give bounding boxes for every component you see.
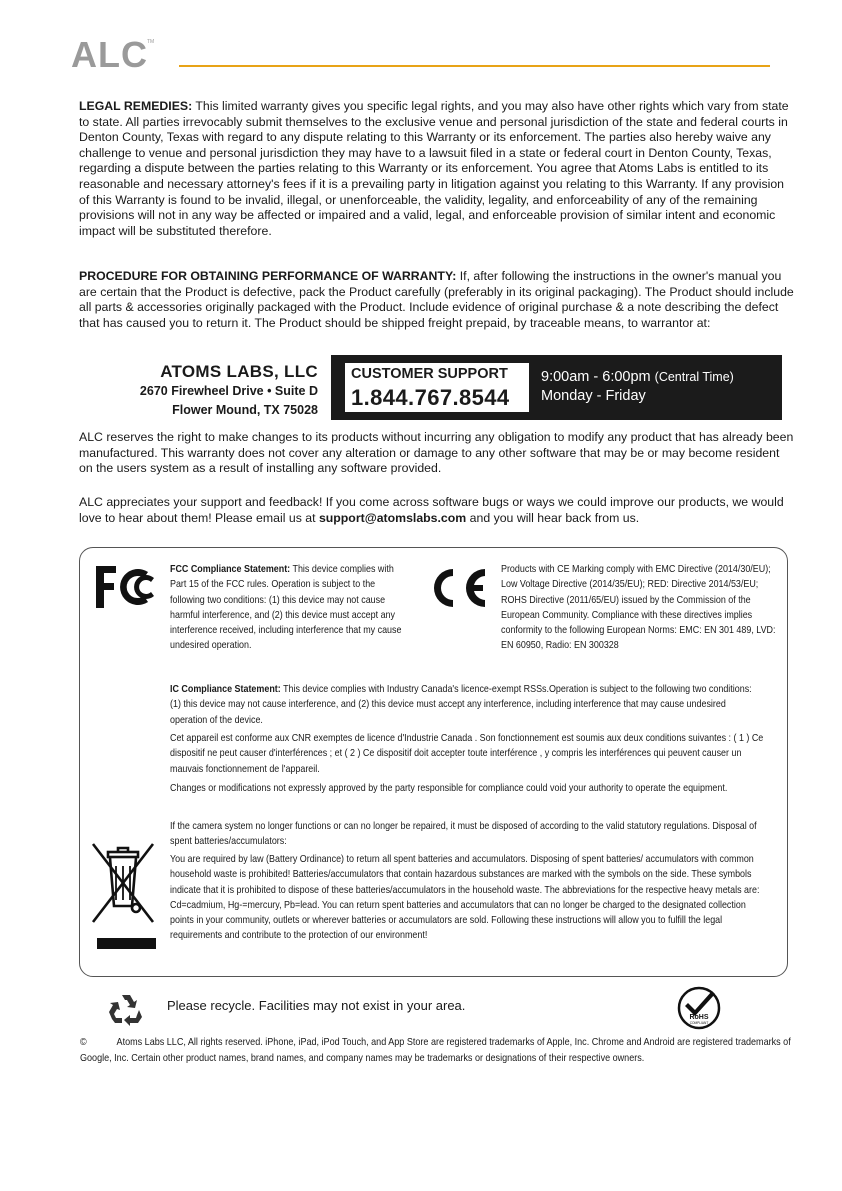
copyright-symbol: © [80, 1037, 87, 1048]
fcc-statement [170, 562, 402, 654]
reserves-paragraph: ALC reserves the right to make changes to its products without incurring any obligation to modify any product that has already been manufactured. This warranty does not cover any alteration or damage to any other software that may be or may become resident on the users system as a result of installing any software provided. [79, 430, 794, 476]
alc-logo-text: ALC [71, 36, 148, 72]
feedback-tail: and you will hear back from us. [469, 510, 640, 525]
french-statement [170, 731, 763, 777]
ic-statement [170, 682, 763, 728]
procedure-paragraph [79, 269, 795, 331]
support-phone[interactable]: 1.844.767.8544 [351, 385, 510, 410]
support-hours-time: 9:00am - 6:00pm [541, 369, 651, 385]
french-body: Cet appareil est conforme aux CNR exemptes de licence d'Industrie Canada . Son fonctionnement est soumis aux deux conditions suivantes : ( 1 ) Ce dispositif ne peut causer d'interférences ; et ( 2 ) Ce dispositif doit accepter toute interférence , y compris les interférences qui peuvent causer un mauvais fonctionnement de l'appareil. [170, 733, 764, 775]
changes-body: Changes or modifications not expressly approved by the party responsible for compliance could void your authority to operate the equipment. [170, 783, 728, 794]
svg-text:TM: TM [147, 39, 155, 45]
customer-support-box [331, 355, 782, 420]
fcc-heading: FCC Compliance Statement: [170, 564, 291, 575]
batteries-statement [170, 852, 763, 944]
fcc-body: This device complies with Part 15 of the FCC rules. Operation is subject to the following two conditions: (1) this device may not cause harmful interference, and (2) this device must accept any interference received, including interference that my cause undesired operation. [170, 564, 402, 652]
copyright-text: Atoms Labs LLC, All rights reserved. iPhone, iPad, iPod Touch, and App Store are registered trademarks of Apple, Inc. Chrome and Android are registered trademarks of Google, Inc. Certain other product names, brand names, and company names may be trademarks or designations of their respective owners. [80, 1037, 791, 1064]
changes-statement [170, 781, 763, 796]
ce-body: Products with CE Marking comply with EMC Directive (2014/30/EU); Low Voltage Directive (2014/35/EU); RED: Directive 2014/53/EU; ROHS Directive (2011/65/EU) issued by the Commission of the European Community. Compliance with these directives implies conformity to the following European Norms: EMC: EN 301 489, LVD: EN 60950, Radio: EN 300328 [501, 564, 776, 652]
ic-heading: IC Compliance Statement: [170, 684, 281, 695]
support-contact-panel [345, 363, 529, 412]
procedure-heading: PROCEDURE FOR OBTAINING PERFORMANCE OF WARRANTY: [79, 269, 457, 283]
ce-statement [501, 562, 781, 654]
ce-mark-icon [427, 565, 489, 611]
batteries-body: You are required by law (Battery Ordinance) to return all spent batteries and accumulators. Disposing of spent batteries/ accumulators with common household waste is prohibited! Batteries/accumulators that contain hazardous substances are marked with the symbols on the side. These symbols indicate that it is prohibited to dispose of these batteries/accumulators in the household waste. The abbreviations for the respective heavy metals are: Cd=cadmium, Hg-=mercury, Pb=lead. You can return spent batteries and accumulators that can no longer be charged to the designated collection points in your community, outlets or wherever batteries or accumulators are sold. Following these instructions will allow you to fulfill the legal requirements and contribute to the protection of our environment! [170, 854, 760, 942]
company-name: ATOMS LABS, LLC [160, 362, 318, 381]
rohs-compliant-icon [677, 986, 721, 1030]
legal-remedies-body: This limited warranty gives you specific legal rights, and you may also have other rights which vary from state to state. All parties irrevocably submit themselves to the exclusive venue and personal jurisdiction of the state and federal courts in Denton County, Texas with regard to any dispute relating to this Warranty or its enforcement. The parties also hereby waive any challenge to venue and personal jurisdiction they may have to a lawsuit filed in a state or federal court in Denton County, Texas, regarding a dispute between the parties relating to this Warranty or its enforcement. You agree that Atoms Labs is entitled to its reasonable and necessary attorney's fees if it is a prevailing party in litigation against you relating to this Warranty. If any provision of this Warranty is found to be invalid, illegal, or unenforceable, the validity, legality, and enforceability of any of the remaining provisions will not in any way be affected or impaired and a valid, legal, and enforceable provision of similar intent and economic impact will be substituted therefore. [79, 99, 789, 238]
legal-remedies-heading: LEGAL REMEDIES: [79, 99, 193, 113]
feedback-text: ALC appreciates your support and feedback! If you come across software bugs or ways we could improve our products, we would love to hear about them! Please email us at [79, 495, 784, 525]
fcc-logo-icon [94, 562, 156, 612]
support-days: Monday - Friday [541, 388, 646, 404]
ic-body: This device complies with Industry Canada's licence-exempt RSSs.Operation is subject to the following two conditions: (1) this device may not cause interference, and (2) this device must accept any interference, including interference that may cause undesired operation of the device. [170, 684, 752, 726]
recycle-icon [108, 991, 144, 1027]
disposal-statement [170, 819, 763, 850]
company-address-line1: 2670 Firewheel Drive • Suite D [139, 384, 318, 398]
legal-remedies-paragraph [79, 99, 795, 239]
copyright-notice [80, 1035, 807, 1067]
company-address-block [96, 362, 318, 420]
crossed-out-bin-icon [90, 838, 156, 950]
support-timezone: (Central Time) [654, 370, 734, 384]
alc-logo [71, 36, 155, 72]
rohs-subtext: COMPLIANT [689, 1021, 709, 1025]
support-hours [541, 369, 734, 385]
rohs-text: RoHS [689, 1014, 709, 1021]
procedure-body: If, after following the instructions in the owner's manual you are certain that the Product is defective, pack the Product carefully (preferably in its original packaging). The Product should include all parts & accessories originally packaged with the Product. Include evidence of original purchase & a note describing the defect that has caused you to return it. The Product should be shipped freight prepaid, by traceable means, to warrantor at: [79, 269, 794, 330]
recycle-text: Please recycle. Facilities may not exist in your area. [167, 998, 466, 1013]
disposal-body: If the camera system no longer functions or can no longer be repaired, it must be disposed of according to the valid statutory regulations. Disposal of spent batteries/accumulators: [170, 821, 757, 848]
support-email-link[interactable]: support@atomslabs.com [318, 510, 467, 525]
support-title: CUSTOMER SUPPORT [351, 366, 508, 382]
company-address-line2: Flower Mound, TX 75028 [172, 403, 318, 417]
header-rule [179, 65, 770, 67]
feedback-paragraph [79, 495, 795, 526]
